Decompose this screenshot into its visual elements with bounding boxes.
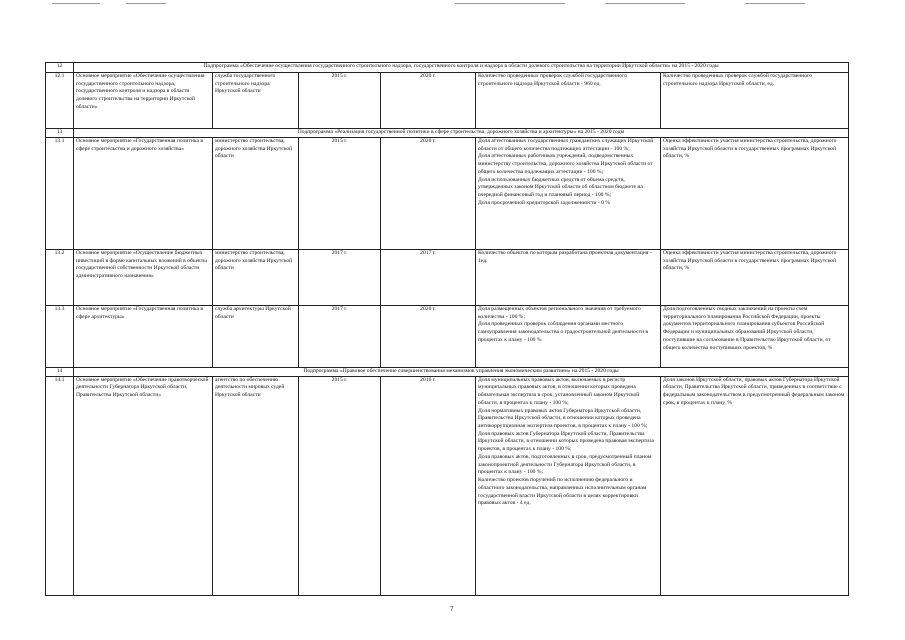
activity-row (46, 376, 849, 595)
result-item: Доля правовых актов Губернатора Иркутской области, Правительства Иркутской области, в отношении которых проведена правовая экспертиза проектов, в процентах к плану - 100 %; (478, 430, 654, 453)
subprogram-title: Подпрограмма «Обеспечение осуществления государственного строительного надзора, государственного контроля и надзора в области долевого строительства на территории Иркутской области» на 2015 - 2020 годы (74, 63, 849, 73)
result-item: Доля правовых актов, подготовленных в срок, предусмотренный планом законопроектной деятельности Губернатора Иркутской области, в процентах к плану - 100 %; (478, 453, 652, 476)
subprogram-title: Подпрограмма «Реализация государственной политики в сфере строительства, дорожного хозяйства и архитектуры» на 2015 - 2020 годы (74, 129, 849, 138)
start-year: 2017 г. (299, 306, 381, 368)
expected-results (476, 73, 661, 129)
expected-results (476, 138, 661, 250)
activity-name: Основное мероприятие «Государственная политика в сфере строительства и дорожного хозяйства» (74, 138, 213, 250)
result-item: Доля проведенных проверок соблюдения органами местного самоуправления законодательства о градостроительной деятельности в процентах к плану - 100 % (478, 321, 649, 343)
end-year: 2020 г. (381, 73, 476, 129)
start-year: 2017 г. (299, 250, 381, 306)
executor: служба архитектуры Иркутской области (213, 306, 299, 368)
expected-results (476, 306, 661, 368)
scan-artifact (52, 3, 100, 4)
executor: министерство строительства, дорожного хозяйства Иркутской области (213, 250, 299, 306)
result-item: Доля просроченной кредиторской задолженности - 0 % (478, 199, 610, 206)
row-number: 13 (46, 129, 74, 138)
row-number: 13.3 (46, 306, 74, 368)
performance-indicator: Доля подготовленных сводных заключений на проекты схем территориального планирования Российской Федерации, проекты документов территориального планирования субъектов Российской Федерации и муниципальных образований Иркутской области, поступившие на согласование в Правительство Иркутской области, от общего количества поступивших проектов, % (661, 306, 849, 368)
result-item: Доля аттестованных государственных гражданских служащих Иркутской области от общего количества подлежащих аттестации - 100 %; (478, 138, 654, 152)
result-item: Доля аттестованных работников учреждений, подведомственных министерству строительства, дорожного хозяйства Иркутской области от общего количества подлежащих аттестации - 100 %; (478, 153, 653, 175)
performance-indicator: Доля законов Иркутской области, правовых актов Губернатора Иркутской области, Правительства Иркутской области, приведенных в соответствие с федеральным законодательством в предусмотренный федеральным законом срок, в процентах к плану, % (661, 376, 849, 595)
activity-row (46, 73, 849, 129)
row-number: 12.1 (46, 73, 74, 129)
activity-name: Основное мероприятие «Государственная политика в сфере архитектуры» (74, 306, 213, 368)
expected-results (476, 376, 661, 595)
subprogram-row (46, 129, 849, 138)
program-activities-table (45, 62, 849, 596)
activity-row (46, 250, 849, 306)
performance-indicator: Оценка эффективности участия министерства строительства, дорожного хозяйства Иркутской области в государственных программах Иркутской области, % (661, 250, 849, 306)
scan-artifact (455, 3, 565, 4)
executor: агентство по обеспечению деятельности мировых судей Иркутской области (213, 376, 299, 595)
expected-results (476, 250, 661, 306)
start-year: 2015 г. (299, 138, 381, 250)
result-item: Количество объектов по которым разработана проектная документация - 1ед. (478, 250, 652, 264)
activity-name: Основное мероприятие «Осуществление бюджетных инвестиций в форме капитальных вложений в объекты государственной собственности Иркутской области административного назначения» (74, 250, 213, 306)
performance-indicator: Оценка эффективности участия министерства строительства, дорожного хозяйства Иркутской области в государственных программах Иркутской области, % (661, 138, 849, 250)
subprogram-title: Подпрограмма «Правовое обеспечение совершенствования механизмов управления экономическим развитием» на 2015 - 2020 годы (74, 368, 849, 377)
result-item: Доля нормативных правовых актов Губернатора Иркутской области, Правительства Иркутской области, в отношении которых проведена антикоррупционная экспертиза проектов, в процентах к плану - 100 %; (478, 407, 648, 430)
activity-row (46, 306, 849, 368)
executor: министерство строительства, дорожного хозяйства Иркутской области (213, 138, 299, 250)
row-number: 14.1 (46, 376, 74, 595)
end-year: 2016 г. (381, 376, 476, 595)
executor: служба государственного строительного надзора Иркутской области (213, 73, 299, 129)
row-number: 14 (46, 368, 74, 377)
result-item: Количество проектов поручений по исполнению федерального и областного законодательства, направленных исполнительным органам государственной власти Иркутской области в целях корректировки правовых актов - 4 ед. (478, 477, 647, 507)
end-year: 2020 г. (381, 138, 476, 250)
subprogram-row (46, 368, 849, 377)
end-year: 2017 г. (381, 250, 476, 306)
result-item: Доля муниципальных правовых актов, включаемых в регистр муниципальных правовых актов, в отношении которых проведена обязательная экспертиза в срок, установленный законом Иркутской области, в процентах к плану - 100 %; (478, 376, 640, 406)
start-year: 2015 г. (299, 73, 381, 129)
activity-name: Основное мероприятие «Обеспечение осуществления государственного строительного надзора, государственного контроля и надзора в области долевого строительства на территории Иркутской области» (74, 73, 213, 129)
start-year: 2015 г. (299, 376, 381, 595)
scan-artifact (745, 3, 805, 4)
activity-name: Основное мероприятие «Обеспечение правотворческой деятельности Губернатора Иркутской области, Правительства Иркутской области» (74, 376, 213, 595)
result-item: Доля использованных бюджетных средств от объема средств, утвержденных законом Иркутской области об областном бюджете на очередной финансовый год и плановый период - 100 %; (478, 176, 643, 199)
end-year: 2020 г. (381, 306, 476, 368)
result-item: Доля размещенных объектов регионального значения от требуемого количества - 100 %; (478, 306, 641, 320)
result-item: Количество проведенных проверок службой государственного строительного надзора Иркутской области - 960 ед. (478, 73, 628, 87)
row-number: 13.2 (46, 250, 74, 306)
scan-artifact (126, 3, 166, 4)
row-number: 13.1 (46, 138, 74, 250)
subprogram-row (46, 63, 849, 73)
row-number: 12 (46, 63, 74, 73)
page-number: 7 (450, 605, 454, 613)
performance-indicator: Количество проведенных проверок службой государственного строительного надзора Иркутской области, ед. (661, 73, 849, 129)
scan-artifact (605, 3, 685, 4)
activity-row (46, 138, 849, 250)
